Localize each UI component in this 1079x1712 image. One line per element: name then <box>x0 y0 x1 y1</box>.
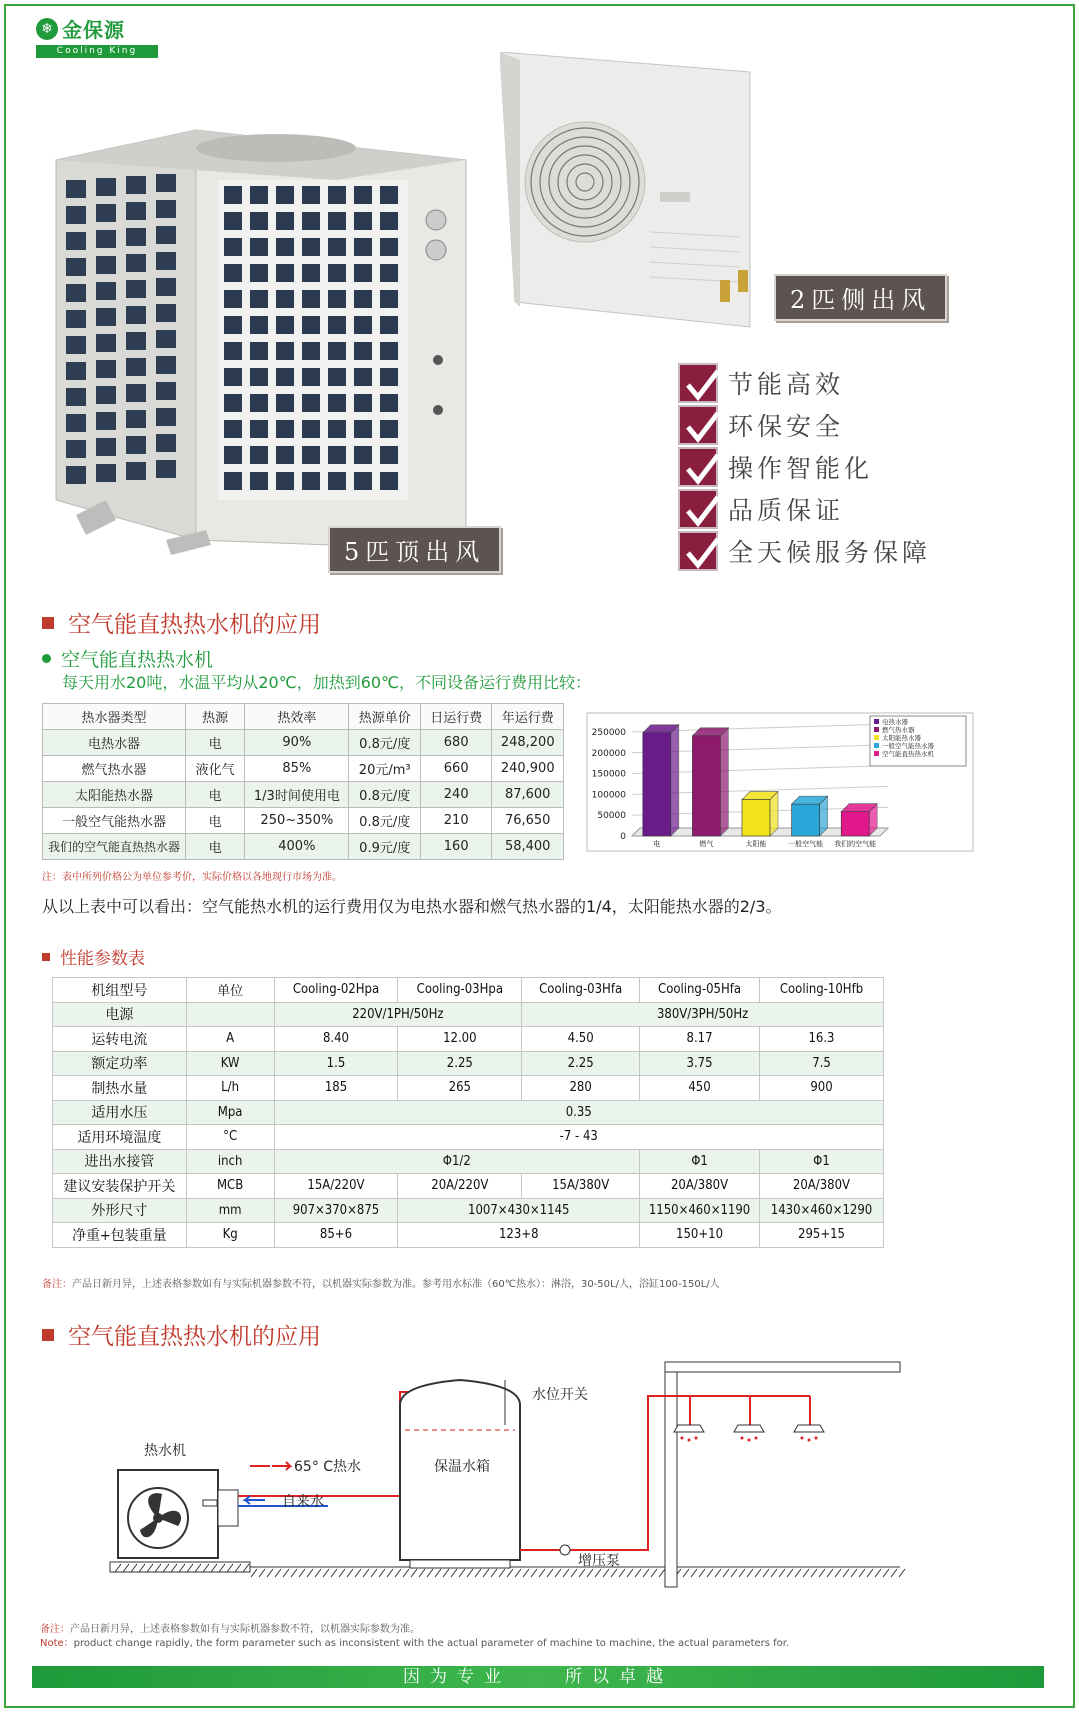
feature-item <box>678 530 998 572</box>
heat-pump-5hp-image <box>46 120 476 560</box>
table-cell: 248,200 <box>492 730 564 756</box>
table-row <box>43 756 564 782</box>
table-row <box>43 782 564 808</box>
table-cell: 12.00 <box>398 1027 522 1052</box>
brand-name: 金保源 <box>62 18 125 42</box>
table-cell: 680 <box>420 730 492 756</box>
column-header: 热源单价 <box>349 704 421 730</box>
table-header-row <box>43 704 564 730</box>
chart-bar <box>643 733 671 836</box>
table-row <box>43 730 564 756</box>
table-cell: A <box>186 1027 274 1052</box>
column-header: 热水器类型 <box>43 704 186 730</box>
table-cell: 电 <box>186 834 245 860</box>
feature-item <box>678 404 998 446</box>
subheading-text: 空气能直热热水机 <box>61 649 214 671</box>
label-tank: 保温水箱 <box>434 1459 490 1475</box>
table-cell: 16.3 <box>760 1027 884 1052</box>
feature-text: 操作智能化 <box>728 454 874 483</box>
table-cell: 90% <box>245 730 349 756</box>
footer-note-en <box>40 1634 789 1649</box>
table-cell: 1/3时间使用电 <box>245 782 349 808</box>
column-header: 机组型号 <box>53 978 187 1003</box>
table-cell: 7.5 <box>760 1051 884 1076</box>
feature-item <box>678 488 998 530</box>
table-cell: 1007×430×1145 <box>398 1198 640 1223</box>
table-row <box>53 1149 884 1174</box>
section-heading <box>42 606 321 639</box>
legend-label: 空气能直热热水机 <box>882 750 934 758</box>
table-row <box>53 1002 884 1027</box>
legend-label: 燃气热水器 <box>882 726 915 734</box>
column-header: 日运行费 <box>420 704 492 730</box>
performance-table <box>52 977 884 1248</box>
y-tick-label: 0 <box>620 832 626 842</box>
table-cell: 1150×460×1190 <box>640 1198 760 1223</box>
table-cell: Φ1 <box>640 1149 760 1174</box>
x-tick-label: 一般空气能 <box>788 840 824 848</box>
row-label: 运转电流 <box>53 1027 187 1052</box>
table-cell: 76,650 <box>492 808 564 834</box>
row-label: 电源 <box>53 1002 187 1027</box>
table-cell <box>186 1002 274 1027</box>
conclusion-text: 从以上表中可以看出：空气能热水机的运行费用仅为电热水器和燃气热水器的1/4，太阳能热水器的2/3。 <box>42 897 782 916</box>
chart-canvas <box>586 712 974 852</box>
row-label: 进出水接管 <box>53 1149 187 1174</box>
table-cell: 400% <box>245 834 349 860</box>
table-row <box>53 1125 884 1150</box>
chart-bar <box>792 804 820 836</box>
column-header: Cooling-03Hfa <box>522 978 640 1003</box>
chart-bar <box>692 736 720 836</box>
table-row <box>53 1051 884 1076</box>
table-cell: 0.8元/度 <box>349 808 421 834</box>
checkmark-icon <box>678 489 718 529</box>
snowflake-icon: ❄ <box>36 18 58 40</box>
checkmark-icon <box>678 531 718 571</box>
feature-text: 节能高效 <box>728 370 845 399</box>
chart-bar <box>742 800 770 836</box>
legend-label: 一般空气能热水器 <box>882 742 934 750</box>
table-cell: 燃气热水器 <box>43 756 186 782</box>
legend-swatch <box>874 727 879 732</box>
table-row <box>43 808 564 834</box>
note-text: product change rapidly, the form parameter such as inconsistent with the actual parameter of machine to machine, the actual parameters for. <box>73 1638 790 1649</box>
heat-pump-2hp-image <box>500 52 760 334</box>
scenario-description: 每天用水20吨，水温平均从20℃，加热到60℃，不同设备运行费用比较： <box>62 673 592 692</box>
table-cell: 280 <box>522 1076 640 1101</box>
subheading <box>42 645 213 672</box>
table-cell: 907×370×875 <box>274 1198 398 1223</box>
table-row <box>53 1198 884 1223</box>
table-cell: 15A/380V <box>522 1174 640 1199</box>
table-cell: Φ1 <box>760 1149 884 1174</box>
column-header: Cooling-03Hpa <box>398 978 522 1003</box>
row-label: 外形尺寸 <box>53 1198 187 1223</box>
table-cell: 240,900 <box>492 756 564 782</box>
table-header-row <box>53 978 884 1003</box>
column-header: 热源 <box>186 704 245 730</box>
cost-comparison-table <box>42 703 564 860</box>
table-cell: Kg <box>186 1223 274 1248</box>
table-cell: 电 <box>186 782 245 808</box>
column-header: 单位 <box>186 978 274 1003</box>
table-cell: 58,400 <box>492 834 564 860</box>
table-cell: 15A/220V <box>274 1174 398 1199</box>
spec-note <box>42 1275 720 1290</box>
table-row <box>43 834 564 860</box>
square-bullet-icon <box>42 617 54 629</box>
table-cell: L/h <box>186 1076 274 1101</box>
chart-bar-side <box>770 792 778 836</box>
row-label: 适用环境温度 <box>53 1125 187 1150</box>
table-cell: 1430×460×1290 <box>760 1198 884 1223</box>
cost-bar-chart <box>586 712 974 852</box>
table-cell: 1.5 <box>274 1051 398 1076</box>
note-prefix: 备注： <box>42 1279 72 1290</box>
row-label: 适用水压 <box>53 1100 187 1125</box>
table-cell: 8.17 <box>640 1027 760 1052</box>
table-cell: 0.9元/度 <box>349 834 421 860</box>
dot-bullet-icon <box>42 654 51 663</box>
caption-5hp: 5匹顶出风 <box>328 526 501 573</box>
caption-2hp: 2匹侧出风 <box>774 274 947 321</box>
column-header: Cooling-02Hpa <box>274 978 398 1003</box>
table-cell: 0.35 <box>274 1100 883 1125</box>
table-cell: 250~350% <box>245 808 349 834</box>
checkmark-icon <box>678 363 718 403</box>
column-header: 热效率 <box>245 704 349 730</box>
table-cell: 87,600 <box>492 782 564 808</box>
table-cell: 2.25 <box>522 1051 640 1076</box>
note-text: 产品日新月异，上述表格参数如有与实际机器参数不符，以机器实际参数为准。参考用水标准（60℃热水）：淋浴，30-50L/人，浴缸100-150L/人 <box>72 1279 720 1290</box>
table-cell: 295+15 <box>760 1223 884 1248</box>
row-label: 制热水量 <box>53 1076 187 1101</box>
label-level-switch: 水位开关 <box>532 1387 588 1403</box>
feature-text: 全天候服务保障 <box>728 538 932 567</box>
section-heading <box>42 1318 321 1351</box>
note-prefix: 备注： <box>40 1624 70 1635</box>
table-cell: 电 <box>186 808 245 834</box>
x-tick-label: 电 <box>653 840 661 848</box>
table-cell: 265 <box>398 1076 522 1101</box>
x-tick-label: 燃气 <box>699 840 714 848</box>
square-bullet-icon <box>42 953 50 961</box>
chart-bar-side <box>720 728 728 836</box>
chart-bar-side <box>671 725 679 836</box>
slogan-bar: 因为专业 所以卓越 <box>32 1666 1044 1688</box>
table-cell: 210 <box>420 808 492 834</box>
y-tick-label: 250000 <box>591 728 626 738</box>
system-diagram <box>100 1350 950 1620</box>
table-cell: 900 <box>760 1076 884 1101</box>
label-tap-water: 自来水 <box>282 1494 324 1510</box>
table-note: 注：表中所列价格公为单位参考价，实际价格以各地现行市场为准。 <box>42 872 342 883</box>
table-cell: 20A/380V <box>760 1174 884 1199</box>
table-cell: Φ1/2 <box>274 1149 640 1174</box>
table-row <box>53 1223 884 1248</box>
table-cell: 660 <box>420 756 492 782</box>
table-cell: 电热水器 <box>43 730 186 756</box>
feature-item <box>678 362 998 404</box>
table-row <box>53 1076 884 1101</box>
brand-logo <box>36 14 158 56</box>
table-cell: 380V/3PH/50Hz <box>522 1002 884 1027</box>
column-header: Cooling-10Hfb <box>760 978 884 1003</box>
table-row <box>53 1027 884 1052</box>
section-title: 空气能直热热水机的应用 <box>68 1324 321 1350</box>
legend-label: 太阳能热水器 <box>882 734 921 742</box>
section-heading <box>42 944 145 969</box>
checkmark-icon <box>678 405 718 445</box>
table-row <box>53 1100 884 1125</box>
table-cell: 我们的空气能直热热水器 <box>43 834 186 860</box>
table-cell: MCB <box>186 1174 274 1199</box>
chart-bar <box>841 812 869 836</box>
square-bullet-icon <box>42 1329 54 1341</box>
legend-swatch <box>874 743 879 748</box>
table-cell: 0.8元/度 <box>349 730 421 756</box>
x-tick-label: 太阳能 <box>745 840 767 848</box>
table-cell: 8.40 <box>274 1027 398 1052</box>
table-cell: 123+8 <box>398 1223 640 1248</box>
label-booster-pump: 增压泵 <box>578 1553 620 1569</box>
table-cell: 液化气 <box>186 756 245 782</box>
y-tick-label: 200000 <box>591 748 626 759</box>
feature-item <box>678 446 998 488</box>
note-text: 产品日新月异，上述表格参数如有与实际机器参数不符，以机器实际参数为准。 <box>70 1624 420 1635</box>
table-cell: 240 <box>420 782 492 808</box>
brand-english: Cooling King <box>36 45 158 58</box>
row-label: 额定功率 <box>53 1051 187 1076</box>
table-cell: 85+6 <box>274 1223 398 1248</box>
table-cell: 20元/m³ <box>349 756 421 782</box>
y-tick-label: 50000 <box>597 811 626 822</box>
checkmark-icon <box>678 447 718 487</box>
feature-list <box>678 362 998 572</box>
table-row <box>53 1174 884 1199</box>
label-heat-pump: 热水机 <box>144 1443 186 1459</box>
table-cell: 0.8元/度 <box>349 782 421 808</box>
legend-swatch <box>874 735 879 740</box>
table-cell: mm <box>186 1198 274 1223</box>
table-cell: -7 - 43 <box>274 1125 883 1150</box>
table-cell: 220V/1PH/50Hz <box>274 1002 522 1027</box>
row-label: 建议安装保护开关 <box>53 1174 187 1199</box>
note-prefix: Note： <box>40 1638 74 1649</box>
legend-label: 电热水器 <box>882 718 908 726</box>
table-cell: °C <box>186 1125 274 1150</box>
table-cell: 450 <box>640 1076 760 1101</box>
legend-swatch <box>874 751 879 756</box>
table-cell: 150+10 <box>640 1223 760 1248</box>
feature-text: 环保安全 <box>728 412 845 441</box>
footer-note-cn <box>40 1620 420 1635</box>
table-cell: 2.25 <box>398 1051 522 1076</box>
column-header: 年运行费 <box>492 704 564 730</box>
table-cell: 4.50 <box>522 1027 640 1052</box>
row-label: 净重+包装重量 <box>53 1223 187 1248</box>
table-cell: Mpa <box>186 1100 274 1125</box>
feature-text: 品质保证 <box>728 496 845 525</box>
legend-swatch <box>874 719 879 724</box>
table-cell: 太阳能热水器 <box>43 782 186 808</box>
table-cell: 185 <box>274 1076 398 1101</box>
section-title: 空气能直热热水机的应用 <box>68 612 321 638</box>
table-cell: 85% <box>245 756 349 782</box>
column-header: Cooling-05Hfa <box>640 978 760 1003</box>
table-cell: 一般空气能热水器 <box>43 808 186 834</box>
table-cell: KW <box>186 1051 274 1076</box>
x-tick-label: 我们的空气能 <box>834 840 877 848</box>
table-cell: 20A/220V <box>398 1174 522 1199</box>
table-cell: 3.75 <box>640 1051 760 1076</box>
table-cell: 20A/380V <box>640 1174 760 1199</box>
section-title: 性能参数表 <box>60 949 145 969</box>
table-cell: 160 <box>420 834 492 860</box>
y-tick-label: 100000 <box>591 790 626 801</box>
table-cell: inch <box>186 1149 274 1174</box>
y-tick-label: 150000 <box>591 769 626 780</box>
table-cell: 电 <box>186 730 245 756</box>
label-hot-water: 65° C热水 <box>294 1459 362 1475</box>
